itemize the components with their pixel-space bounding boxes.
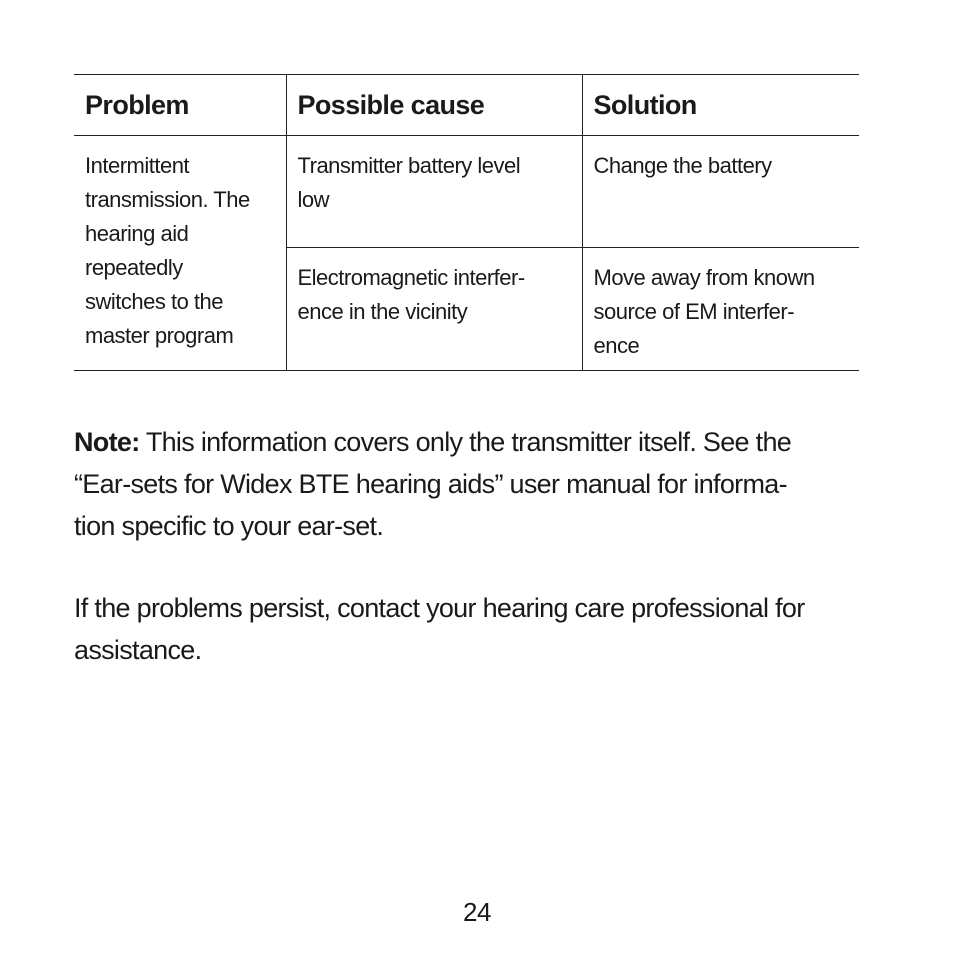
solution-line: source of EM interfer- (593, 299, 795, 324)
cause-line: low (297, 187, 330, 212)
problem-line: master program (85, 323, 234, 348)
persist-paragraph (74, 587, 859, 671)
header-solution: Solution (582, 75, 859, 136)
cause-cell (286, 136, 582, 248)
table-row (74, 136, 859, 248)
problem-line: Intermittent (85, 153, 190, 178)
note-label: Note: (74, 427, 140, 457)
table-header-row (74, 75, 859, 136)
cause-cell (286, 248, 582, 371)
cause-line: ence in the vicinity (297, 299, 468, 324)
header-problem: Problem (74, 75, 286, 136)
page-number: 24 (463, 897, 491, 927)
solution-cell (582, 136, 859, 248)
cause-line: Transmitter battery level (297, 153, 521, 178)
note-paragraph (74, 421, 859, 547)
problem-line: transmission. The (85, 187, 250, 212)
solution-line: ence (593, 333, 640, 358)
solution-line: Change the battery (593, 153, 772, 178)
problem-line: repeatedly (85, 255, 183, 280)
persist-text: assistance. (74, 635, 202, 665)
note-text: “Ear-sets for Widex BTE hearing aids” user manual for informa- (74, 469, 787, 499)
solution-line: Move away from known (593, 265, 815, 290)
persist-text: If the problems persist, contact your hearing care professional for (74, 593, 805, 623)
cause-line: Electromagnetic interfer- (297, 265, 525, 290)
solution-cell (582, 248, 859, 371)
note-text: tion specific to your ear-set. (74, 511, 384, 541)
problem-cell (74, 136, 286, 371)
problem-line: hearing aid (85, 221, 189, 246)
header-possible-cause: Possible cause (286, 75, 582, 136)
troubleshooting-table (74, 74, 859, 371)
note-text: This information covers only the transmitter itself. See the (139, 427, 792, 457)
problem-line: switches to the (85, 289, 224, 314)
